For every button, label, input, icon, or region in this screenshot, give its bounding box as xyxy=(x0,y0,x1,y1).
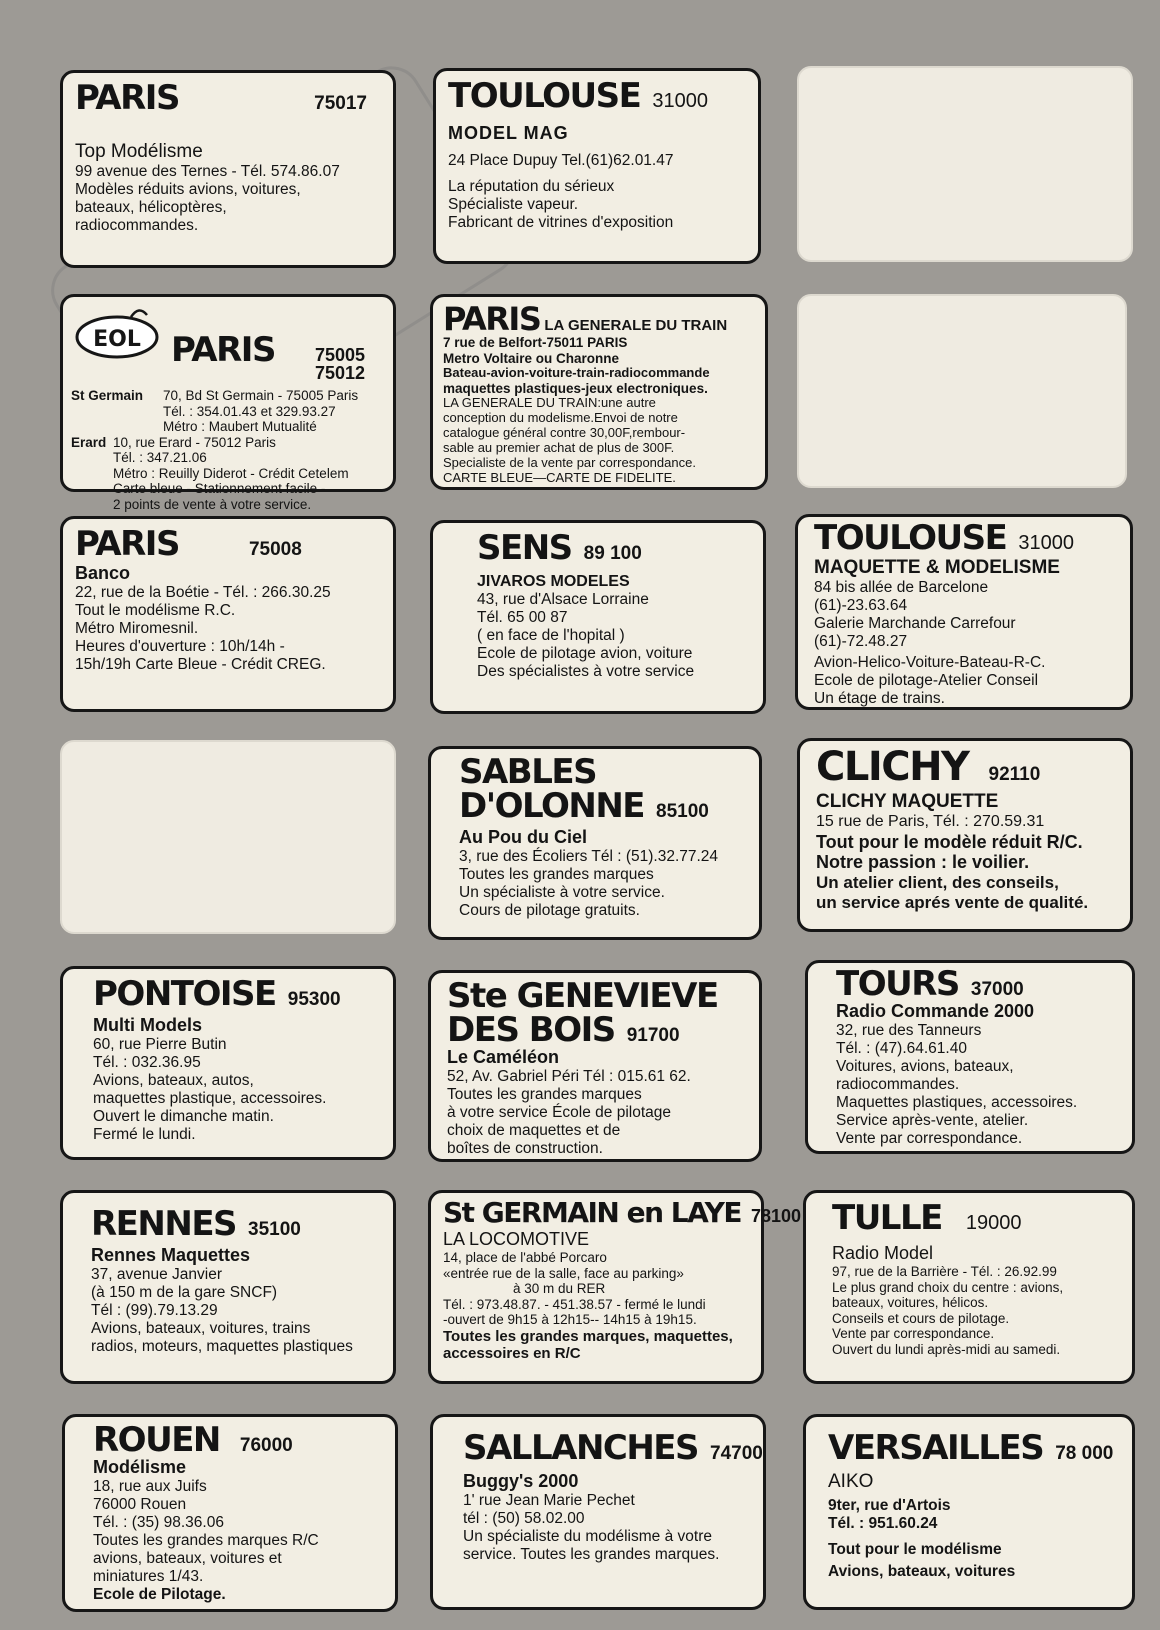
ad-line: Service après-vente, atelier. xyxy=(836,1111,1029,1129)
ad-line: 2 points de vente à votre service. xyxy=(113,496,312,512)
zip-code: 78100 xyxy=(751,1206,802,1226)
zip-code: 75012 xyxy=(314,363,365,383)
ad-line: radiocommandes. xyxy=(75,216,199,234)
ad-line: Tél. : 354.01.43 et 329.93.27 xyxy=(163,403,336,419)
ad-line: Conseils et cours de pilotage. xyxy=(832,1310,1010,1326)
ad-card-clichy-maquette xyxy=(797,738,1133,932)
ad-card-rouen-modelisme xyxy=(62,1414,398,1612)
ad-card-paris-banco xyxy=(60,516,396,712)
ad-line: Un spécialiste à votre service. xyxy=(459,883,665,901)
ad-line: 1' rue Jean Marie Pechet xyxy=(463,1492,635,1509)
ad-line: 60, rue Pierre Butin xyxy=(93,1036,227,1053)
ad-line: Toutes les grandes marques xyxy=(459,865,654,883)
ad-line: un service aprés vente de qualité. xyxy=(816,893,1089,913)
ad-line: Metro Voltaire ou Charonne xyxy=(443,350,620,366)
ad-line: Heures d'ouverture : 10h/14h - xyxy=(75,637,285,655)
ad-line: CARTE BLEUE—CARTE DE FIDELITE. xyxy=(443,470,676,486)
ad-line: 37, avenue Janvier xyxy=(91,1266,222,1283)
ad-line: Voitures, avions, bateaux, xyxy=(836,1057,1014,1075)
ad-line: à votre service École de pilotage xyxy=(447,1103,672,1121)
ad-line: Métro : Maubert Mutualité xyxy=(163,419,317,435)
ad-line: 76000 Rouen xyxy=(93,1495,187,1513)
ad-line: 14, place de l'abbé Porcaro xyxy=(443,1250,607,1265)
ad-line: (61)-72.48.27 xyxy=(814,632,908,650)
ad-line: 32, rue des Tanneurs xyxy=(836,1022,982,1039)
ad-line: maquettes plastiques-jeux electroniques. xyxy=(443,380,708,396)
shop-name: Top Modélisme xyxy=(75,141,203,162)
ad-line: Un spécialiste du modélisme à votre xyxy=(463,1527,712,1545)
ad-card-tulle-radio-model xyxy=(803,1190,1135,1384)
blank-ad-space xyxy=(797,294,1127,488)
city-name: TOULOUSE xyxy=(814,518,1007,558)
logo-text: EOL xyxy=(93,327,141,352)
zip-code: 91700 xyxy=(626,1025,680,1046)
ad-line: bateaux, hélicoptères, xyxy=(75,198,227,216)
city-name: D'OLONNE xyxy=(459,786,645,826)
ad-line: Avions, bateaux, voitures, trains xyxy=(91,1319,311,1337)
city-name: SABLES xyxy=(459,752,597,792)
zip-code: 31000 xyxy=(1018,532,1075,554)
shop-name: Le Caméléon xyxy=(447,1047,560,1067)
ad-card-sables-dolonne xyxy=(428,746,762,940)
ad-line: tél : (50) 58.02.00 xyxy=(463,1509,585,1527)
ad-line: LA GENERALE DU TRAIN:une autre xyxy=(443,395,656,411)
ad-line: Avion-Helico-Voiture-Bateau-R-C. xyxy=(814,653,1046,671)
ad-card-rennes-maquettes xyxy=(60,1190,396,1384)
zip-code: 76000 xyxy=(239,1435,293,1456)
ad-line: radios, moteurs, maquettes plastiques xyxy=(91,1337,353,1355)
eol-logo-icon xyxy=(71,303,163,361)
ad-line: service. Toutes les grandes marques. xyxy=(463,1545,720,1563)
branch-label: Erard xyxy=(71,434,107,450)
city-name: TOURS xyxy=(836,964,959,1004)
ad-line: 22, rue de la Boétie - Tél. : 266.30.25 xyxy=(75,584,331,601)
shop-name: LA GENERALE DU TRAIN xyxy=(544,317,728,334)
city-name: VERSAILLES xyxy=(828,1428,1044,1468)
shop-name: Radio Model xyxy=(832,1243,934,1263)
ad-line: Bateau-avion-voiture-train-radiocommande xyxy=(443,365,710,381)
zip-code: 89 100 xyxy=(583,543,642,564)
shop-name: Banco xyxy=(75,563,131,583)
ad-line: Specialiste de la vente par correspondance. xyxy=(443,455,696,471)
shop-name: CLICHY MAQUETTE xyxy=(816,791,999,812)
ad-line: 15h/19h Carte Bleue - Crédit CREG. xyxy=(75,655,326,673)
ad-line: Tout pour le modèle réduit R/C. xyxy=(816,831,1083,852)
ad-card-paris-generale-du-train xyxy=(430,294,768,490)
city-name: Ste GENEVIEVE xyxy=(447,976,718,1016)
city-name: DES BOIS xyxy=(447,1010,615,1050)
city-name: TOULOUSE xyxy=(448,76,641,116)
ad-line: avions, bateaux, voitures et xyxy=(93,1549,282,1567)
branch-label: St Germain xyxy=(71,388,144,403)
city-name: RENNES xyxy=(91,1204,237,1244)
ad-line: 3, rue des Écoliers Tél : (51).32.77.24 xyxy=(459,848,719,865)
shop-name: Rennes Maquettes xyxy=(91,1245,251,1265)
ad-line: 99 avenue des Ternes - Tél. 574.86.07 xyxy=(75,163,340,180)
ad-card-pontoise-multi-models xyxy=(60,966,396,1160)
ad-line: Tél. : 951.60.24 xyxy=(828,1514,938,1532)
city-name: TULLE xyxy=(832,1198,942,1238)
zip-code: 35100 xyxy=(248,1219,301,1240)
ad-card-st-germain-en-laye xyxy=(428,1190,802,1384)
ad-line: Tél. : (47).64.61.40 xyxy=(836,1039,967,1057)
ad-line: Métro : Reuilly Diderot - Crédit Cetelem xyxy=(113,465,349,481)
city-name: PONTOISE xyxy=(93,974,276,1014)
ad-card-paris-eol xyxy=(60,294,396,512)
city-name: PARIS xyxy=(171,330,275,370)
ad-line: conception du modelisme.Envoi de notre xyxy=(443,410,678,426)
ad-card-sallanches-buggys xyxy=(430,1414,766,1610)
shop-name: AIKO xyxy=(828,1471,874,1492)
ad-line: «entrée rue de la salle, face au parking» xyxy=(443,1265,684,1281)
ad-line: Avions, bateaux, autos, xyxy=(93,1071,254,1089)
ad-line: Carte bleue - Stationnement facile - xyxy=(113,481,326,497)
city-name: SENS xyxy=(477,528,572,568)
ad-line: Un atelier client, des conseils, xyxy=(816,873,1059,893)
shop-name: Au Pou du Ciel xyxy=(459,827,587,847)
ad-line: 43, rue d'Alsace Lorraine xyxy=(477,591,649,608)
ad-line: maquettes plastique, accessoires. xyxy=(93,1089,327,1107)
shop-name: Modélisme xyxy=(93,1457,187,1477)
ad-line: Des spécialistes à votre service xyxy=(477,662,695,680)
shop-name: Radio Commande 2000 xyxy=(836,1001,1035,1021)
city-name: St GERMAIN en LAYE xyxy=(443,1196,742,1229)
zip-code: 75008 xyxy=(248,539,302,560)
ad-line: 7 rue de Belfort-75011 PARIS xyxy=(443,335,628,350)
zip-code: 78 000 xyxy=(1055,1443,1114,1464)
zip-code: 37000 xyxy=(970,979,1024,1000)
ad-card-ste-genevieve-des-bois xyxy=(428,970,762,1162)
zip-code: 95300 xyxy=(287,989,341,1010)
ad-line: Galerie Marchande Carrefour xyxy=(814,614,1016,632)
shop-name: LA LOCOMOTIVE xyxy=(443,1229,590,1249)
ad-line: 9ter, rue d'Artois xyxy=(828,1497,951,1514)
ad-line: (à 150 m de la gare SNCF) xyxy=(91,1283,278,1301)
ad-line: Métro Miromesnil. xyxy=(75,619,199,637)
ad-line: 18, rue aux Juifs xyxy=(93,1478,207,1495)
city-name: PARIS xyxy=(443,300,541,338)
zip-code: 85100 xyxy=(656,801,709,822)
shop-name: Buggy's 2000 xyxy=(463,1471,579,1491)
ad-line: Tout le modélisme R.C. xyxy=(75,601,236,619)
ad-line: choix de maquettes et de xyxy=(447,1121,621,1139)
ad-line: sable au premier achat de plus de 300F. xyxy=(443,440,675,456)
ad-card-versailles-aiko xyxy=(803,1414,1135,1610)
ad-line: Ecole de pilotage-Atelier Conseil xyxy=(814,671,1039,689)
ad-line: 15 rue de Paris, Tél. : 270.59.31 xyxy=(816,813,1045,830)
zip-code: 75017 xyxy=(314,93,367,114)
zip-code: 74700 xyxy=(710,1443,763,1464)
ad-line: Tél. : (35) 98.36.06 xyxy=(93,1513,224,1531)
ad-line: Tél : (99).79.13.29 xyxy=(91,1301,218,1319)
city-name: PARIS xyxy=(75,78,179,118)
ad-line: à 30 m du RER xyxy=(513,1281,606,1297)
ad-line: Ecole de Pilotage. xyxy=(93,1585,226,1603)
ad-line: Notre passion : le voilier. xyxy=(816,852,1030,873)
ad-line: Cours de pilotage gratuits. xyxy=(459,901,640,919)
ad-line: Tél. : 973.48.87. - 451.38.57 - fermé le lundi xyxy=(443,1296,706,1312)
ad-card-sens-jivaros xyxy=(430,520,766,714)
zip-code: 92110 xyxy=(988,764,1041,785)
ad-line: Tout pour le modélisme xyxy=(828,1540,1002,1558)
ad-line: Tél. 65 00 87 xyxy=(477,608,568,626)
city-name: PARIS xyxy=(75,524,179,564)
ad-line: Ouvert du lundi après-midi au samedi. xyxy=(832,1341,1061,1357)
ad-line: radiocommandes. xyxy=(836,1075,960,1093)
ad-line: Spécialiste vapeur. xyxy=(448,195,579,213)
ad-line: bateaux, voitures, hélicos. xyxy=(832,1295,989,1311)
ad-line: Ouvert le dimanche matin. xyxy=(93,1107,274,1125)
ad-line: boîtes de construction. xyxy=(447,1139,603,1157)
ad-line: Fermé le lundi. xyxy=(93,1125,196,1143)
ad-line: La réputation du sérieux xyxy=(448,177,615,195)
ad-line: Maquettes plastiques, accessoires. xyxy=(836,1093,1078,1111)
city-name: CLICHY xyxy=(816,744,969,790)
ad-line: 10, rue Erard - 75012 Paris xyxy=(113,434,276,450)
ad-line: Tél. : 032.36.95 xyxy=(93,1053,201,1071)
ad-line: Un étage de trains. xyxy=(814,689,945,707)
ad-line: Ecole de pilotage avion, voiture xyxy=(477,644,693,662)
shop-name: MODEL MAG xyxy=(448,123,569,143)
ad-line: Avions, bateaux, voitures xyxy=(828,1562,1016,1580)
ad-line: Modèles réduits avions, voitures, xyxy=(75,180,301,198)
ad-line: -ouvert de 9h15 à 12h15-- 14h15 à 19h15. xyxy=(443,1312,697,1328)
shop-name: JIVAROS MODELES xyxy=(477,573,630,590)
zip-code: 19000 xyxy=(965,1212,1022,1234)
ad-card-paris-top-modelisme xyxy=(60,70,396,268)
ad-line: Toutes les grandes marques, maquettes, xyxy=(443,1327,733,1345)
shop-name: Multi Models xyxy=(93,1015,202,1035)
blank-ad-space xyxy=(60,740,396,934)
ad-line: 70, Bd St Germain - 75005 Paris xyxy=(163,388,359,403)
shop-name: MAQUETTE & MODELISME xyxy=(814,557,1060,578)
ad-line: 97, rue de la Barrière - Tél. : 26.92.99 xyxy=(832,1264,1057,1279)
ad-line: Toutes les grandes marques R/C xyxy=(93,1531,319,1549)
ad-line: catalogue général contre 30,00F,rembour- xyxy=(443,425,686,441)
ad-line: Vente par correspondance. xyxy=(836,1129,1023,1147)
ad-line: Fabricant de vitrines d'exposition xyxy=(448,213,674,231)
ad-line: Vente par correspondance. xyxy=(832,1326,995,1342)
ad-line: (61)-23.63.64 xyxy=(814,596,908,614)
city-name: ROUEN xyxy=(93,1420,220,1460)
ad-line: ( en face de l'hopital ) xyxy=(477,626,625,644)
ad-line: Toutes les grandes marques xyxy=(447,1085,642,1103)
zip-code: 75005 xyxy=(314,345,365,365)
ad-card-toulouse-model-mag xyxy=(433,68,761,264)
blank-ad-space xyxy=(797,66,1133,262)
ad-line: Le plus grand choix du centre : avions, xyxy=(832,1279,1064,1295)
ad-line: accessoires en R/C xyxy=(443,1344,581,1362)
ad-line: Tél. : 347.21.06 xyxy=(113,450,207,466)
ad-card-tours-radio-commande xyxy=(805,960,1135,1154)
ad-line: 24 Place Dupuy Tel.(61)62.01.47 xyxy=(448,152,674,169)
ad-line: miniatures 1/43. xyxy=(93,1567,204,1585)
ad-line: 52, Av. Gabriel Péri Tél : 015.61 62. xyxy=(447,1068,691,1085)
ad-card-toulouse-maquette-modelisme xyxy=(795,514,1133,710)
zip-code: 31000 xyxy=(652,90,709,112)
city-name: SALLANCHES xyxy=(463,1428,699,1468)
ad-line: 84 bis allée de Barcelone xyxy=(814,579,989,596)
